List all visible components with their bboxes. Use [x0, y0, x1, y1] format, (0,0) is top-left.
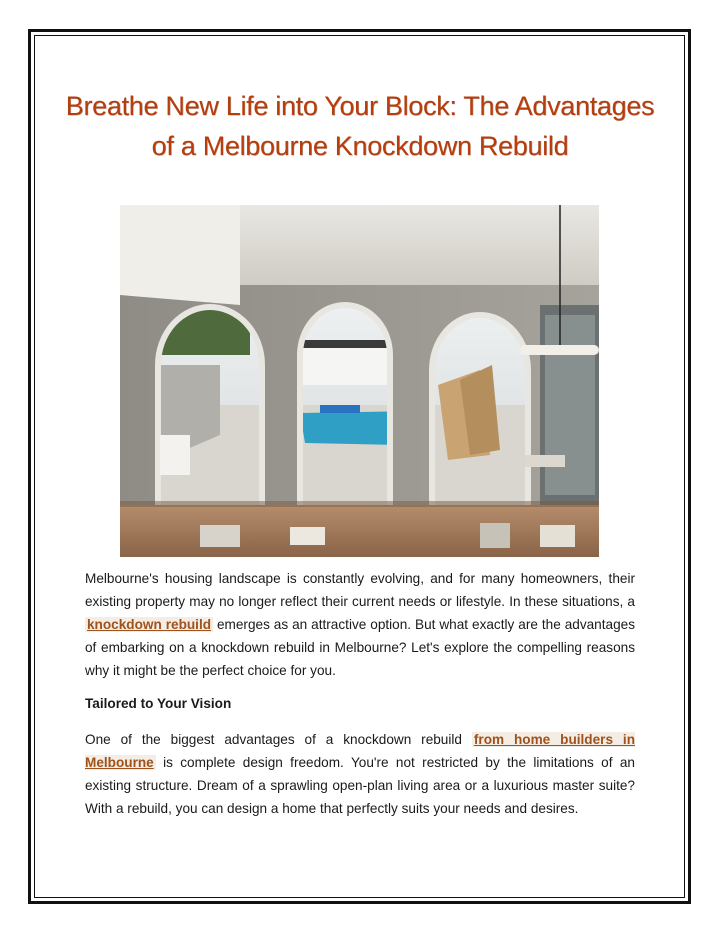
- section-heading: Tailored to Your Vision: [85, 696, 232, 711]
- hero-photo: [120, 205, 599, 557]
- vision-text-start: One of the biggest advantages of a knockdown rebuild: [85, 732, 472, 747]
- intro-text-start: Melbourne's housing landscape is constantly evolving, and for many homeowners, their existing property may no longer reflect their current needs or lifestyle. In these situations, a: [85, 571, 635, 609]
- intro-paragraph: [85, 567, 635, 682]
- page-title: Breathe New Life into Your Block: The Advantages of a Melbourne Knockdown Rebuild: [65, 91, 655, 161]
- home-builders-link[interactable]: from home builders in Melbourne: [85, 732, 635, 770]
- intro-text-end: emerges as an attractive option. But what exactly are the advantages of embarking on a knockdown rebuild in Melbourne? Let's explore the compelling reasons why it might be the perfect choice for you.: [85, 617, 635, 678]
- vision-text-end: is complete design freedom. You're not restricted by the limitations of an existing structure. Dream of a sprawling open-plan living area or a luxurious master suite? With a rebuild, you can design a home that perfectly suits your needs and desires.: [85, 755, 635, 816]
- vision-paragraph: [85, 728, 635, 820]
- knockdown-rebuild-link[interactable]: knockdown rebuild: [87, 617, 212, 632]
